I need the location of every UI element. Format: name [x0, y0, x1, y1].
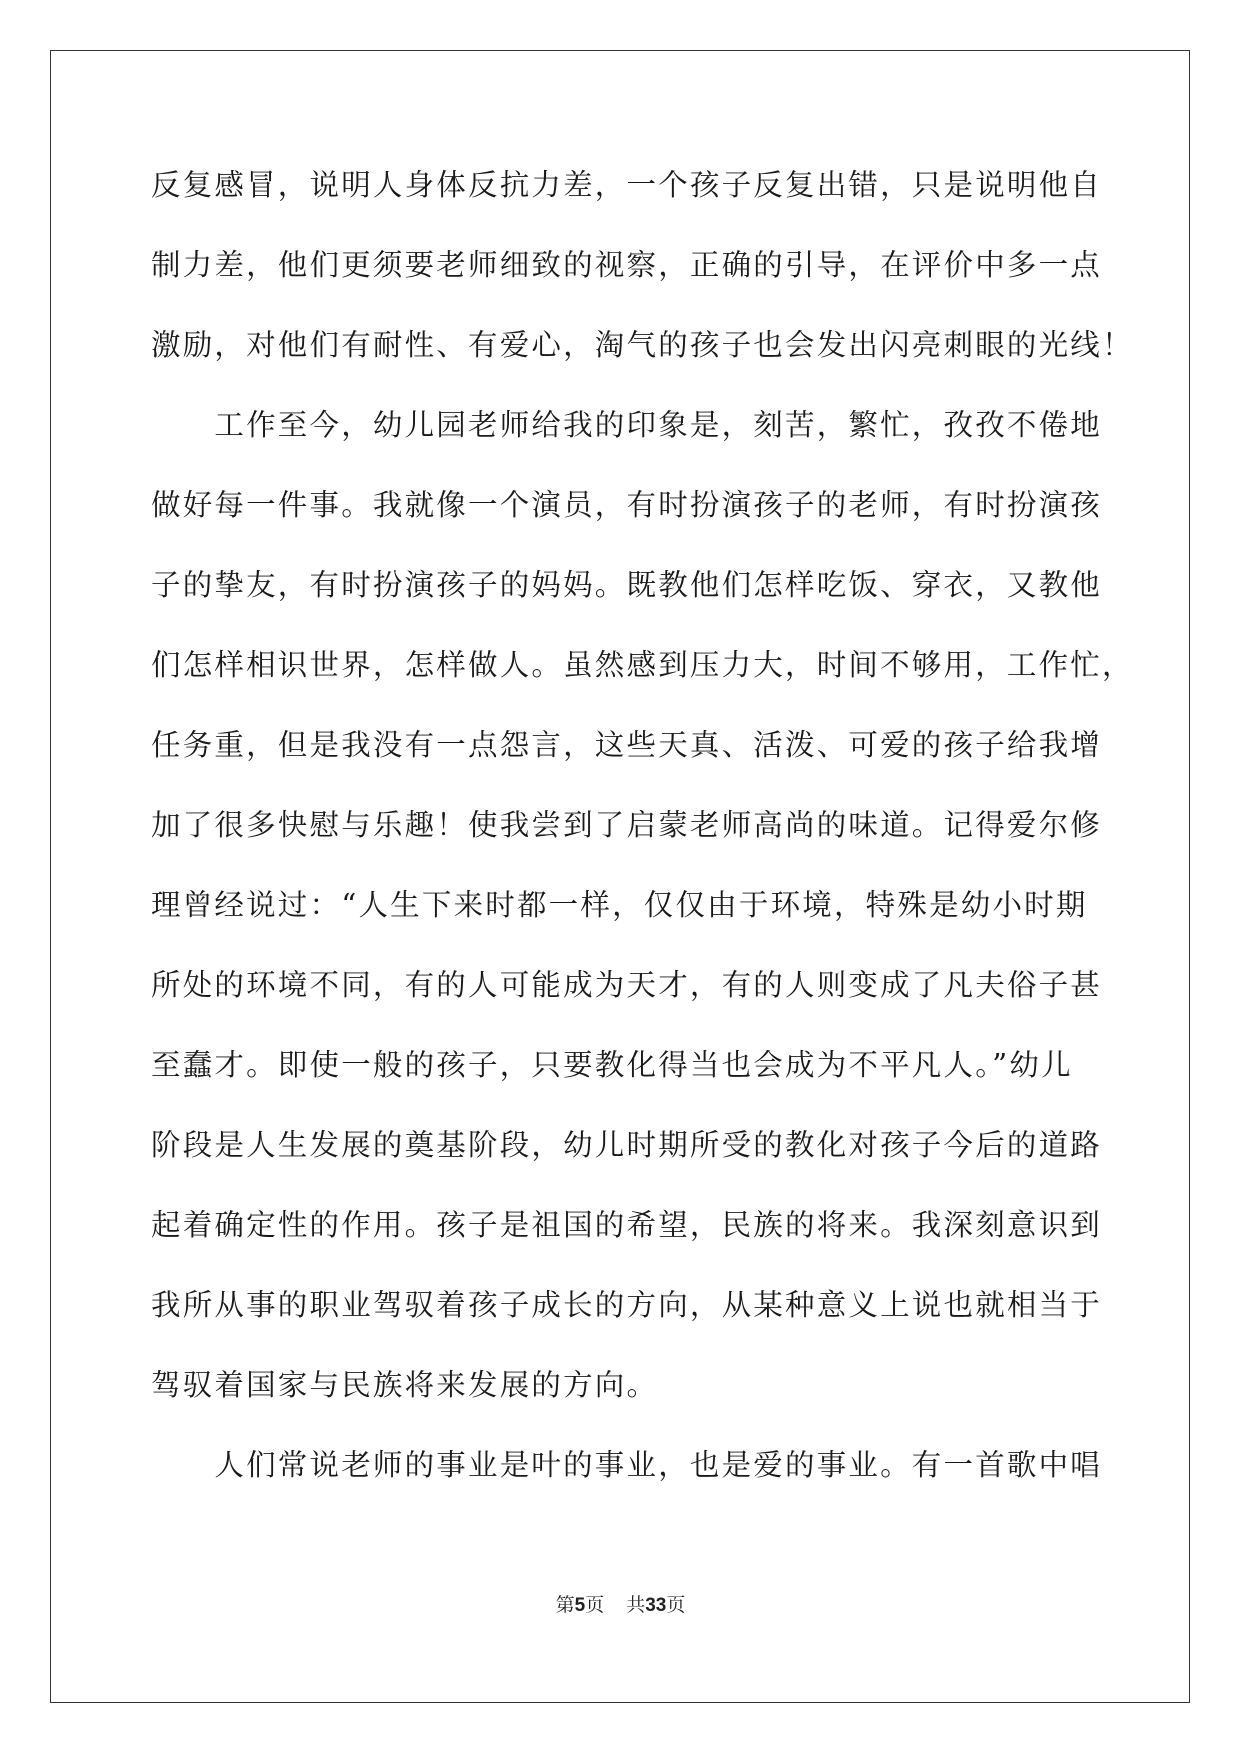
text-line: 任务重，但是我没有一点怨言，这些天真、活泼、可爱的孩子给我增: [151, 728, 1103, 762]
text-line: 理曾经说过：“人生下来时都一样，仅仅由于环境，特殊是幼小时期: [151, 888, 1088, 922]
text-line: 起着确定性的作用。孩子是祖国的希望，民族的将来。我深刻意识到: [151, 1208, 1103, 1242]
total-label-prefix: 共: [626, 1594, 646, 1616]
paragraph-start-line: 人们常说老师的事业是叶的事业，也是爱的事业。有一首歌中唱: [151, 1448, 1103, 1482]
total-page-number: 33: [645, 1595, 667, 1616]
text-line: 反复感冒，说明人身体反抗力差，一个孩子反复出错，只是说明他自: [151, 168, 1103, 202]
text-line: 子的挚友，有时扮演孩子的妈妈。既教他们怎样吃饭、穿衣，又教他: [151, 568, 1103, 602]
text-line: 至蠢才。即使一般的孩子，只要教化得当也会成为不平凡人。”幼儿: [151, 1048, 1073, 1082]
text-line: 驾驭着国家与民族将来发展的方向。: [151, 1368, 659, 1402]
text-line: 们怎样相识世界，怎样做人。虽然感到压力大，时间不够用，工作忙，: [151, 648, 1134, 682]
text-line: 激励，对他们有耐性、有爱心，淘气的孩子也会发出闪亮刺眼的光线！: [151, 328, 1134, 362]
paragraph-start-line: 工作至今，幼儿园老师给我的印象是，刻苦，繁忙，孜孜不倦地: [151, 408, 1103, 442]
text-line: 我所从事的职业驾驭着孩子成长的方向，从某种意义上说也就相当于: [151, 1288, 1103, 1322]
page-label-prefix: 第: [555, 1594, 575, 1616]
text-line: 加了很多快慰与乐趣！使我尝到了启蒙老师高尚的味道。记得爱尔修: [151, 808, 1103, 842]
text-line: 阶段是人生发展的奠基阶段，幼儿时期所受的教化对孩子今后的道路: [151, 1128, 1103, 1162]
text-line: 所处的环境不同，有的人可能成为天才，有的人则变成了凡夫俗子甚: [151, 968, 1103, 1002]
text-line: 制力差，他们更须要老师细致的视察，正确的引导，在评价中多一点: [151, 248, 1103, 282]
current-page-number: 5: [574, 1595, 586, 1616]
total-label-suffix: 页: [666, 1594, 686, 1616]
page-label-suffix: 页: [585, 1594, 605, 1616]
page-footer: [0, 1593, 1241, 1618]
text-line: 做好每一件事。我就像一个演员，有时扮演孩子的老师，有时扮演孩: [151, 488, 1103, 522]
